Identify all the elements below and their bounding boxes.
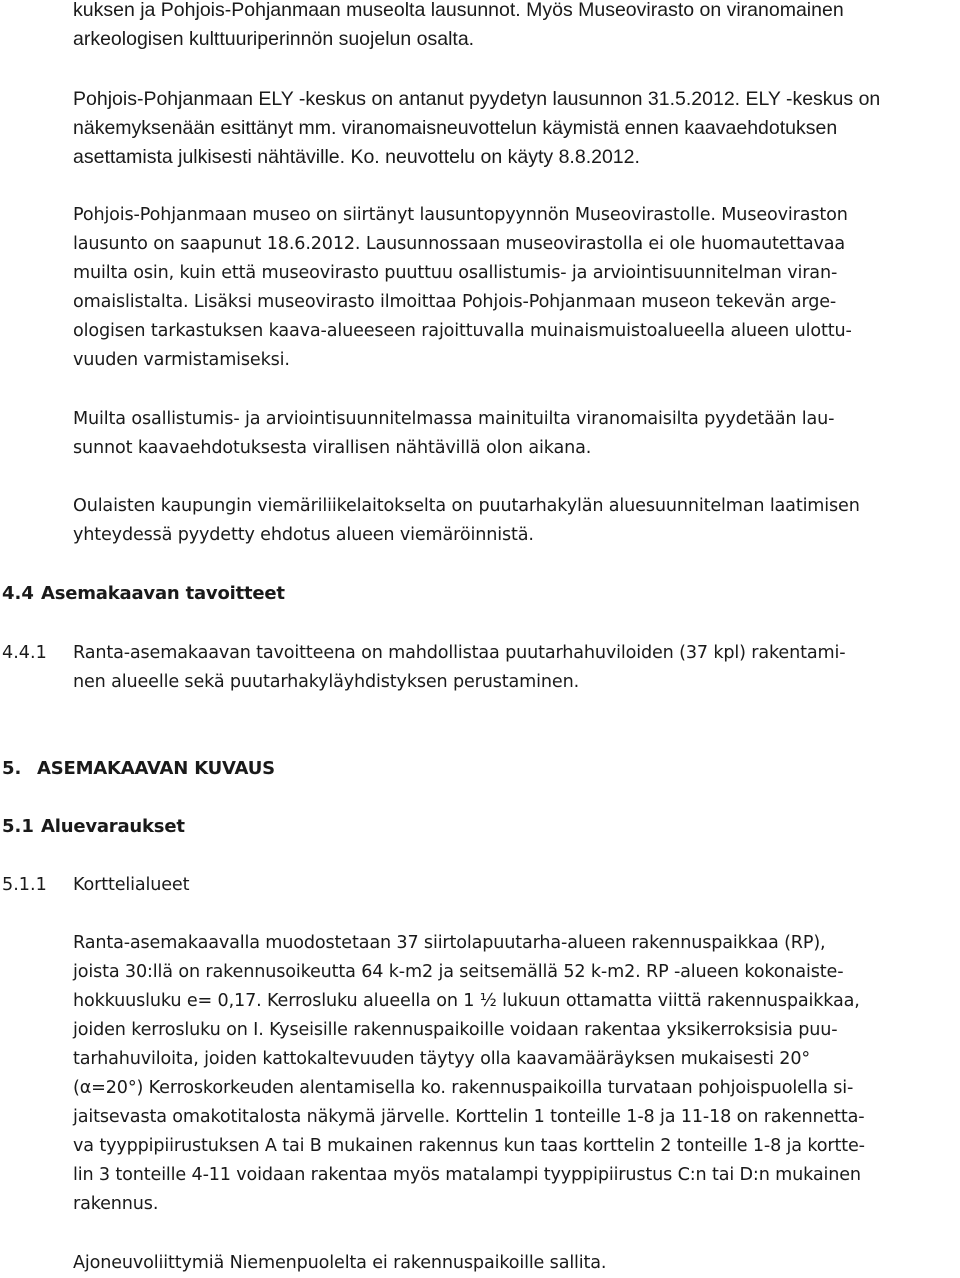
section-heading: ASEMAKAAVAN KUVAUS <box>37 758 275 779</box>
paragraph-line: rakennus. <box>73 1194 159 1214</box>
paragraph-line: tarhahuviloita, joiden kattokaltevuuden täytyy olla kaavamääräyksen mukaisesti 20° <box>73 1049 811 1069</box>
section-heading: Aluevaraukset <box>41 816 185 837</box>
paragraph-line: vuuden varmistamiseksi. <box>73 350 290 370</box>
paragraph-line: hokkuusluku e= 0,17. Kerrosluku alueella on 1 ½ lukuun ottamatta viittä rakennuspaikkaa, <box>73 991 860 1011</box>
paragraph-line: yhteydessä pyydetty ehdotus alueen viemäröinnistä. <box>73 525 534 545</box>
paragraph-line: muilta osin, kuin että museovirasto puuttuu osallistumis- ja arviointisuunnitelman viran- <box>73 263 838 283</box>
paragraph-line: Ranta-asemakaavalla muodostetaan 37 siirtolapuutarha-alueen rakennuspaikkaa (RP), <box>73 933 826 953</box>
section-number: 4.4.1 <box>2 643 47 663</box>
paragraph-line: lin 3 tonteille 4-11 voidaan rakentaa myös matalampi tyyppipiirustus C:n tai D:n mukainen <box>73 1165 861 1185</box>
paragraph-line: joista 30:llä on rakennusoikeutta 64 k-m2 ja seitsemällä 52 k-m2. RP -alueen kokonaiste- <box>73 962 844 982</box>
paragraph-line: Ranta-asemakaavan tavoitteena on mahdollistaa puutarhahuviloiden (37 kpl) rakentami- <box>73 643 846 663</box>
paragraph-line: jaitsevasta omakotitalosta näkymä järvelle. Korttelin 1 tonteille 1-8 ja 11-18 on rakennetta- <box>73 1107 865 1127</box>
paragraph-line: (α=20°) Kerroskorkeuden alentamisella ko. rakennuspaikoilla turvataan pohjoispuolella si- <box>73 1078 854 1098</box>
paragraph-line: Muilta osallistumis- ja arviointisuunnitelmassa mainituilta viranomaisilta pyydetään lau- <box>73 409 835 429</box>
paragraph-line: asettamista julkisesti nähtäville. Ko. neuvottelu on käyty 8.8.2012. <box>73 146 640 168</box>
paragraph-line: Pohjois-Pohjanmaan museo on siirtänyt lausuntopyynnön Museovirastolle. Museoviraston <box>73 205 848 225</box>
paragraph-line: näkemyksenään esittänyt mm. viranomaisneuvottelun käymistä ennen kaavaehdotuksen <box>73 117 838 139</box>
section-number: 5.1.1 <box>2 875 47 895</box>
paragraph-line: Oulaisten kaupungin viemäriliikelaitokselta on puutarhakylän aluesuunnitelman laatimisen <box>73 496 860 516</box>
paragraph-line: joiden kerrosluku on I. Kyseisille rakennuspaikoille voidaan rakentaa yksikerroksisia puu- <box>73 1020 838 1040</box>
paragraph-line: nen alueelle sekä puutarhakyläyhdistyksen perustaminen. <box>73 672 580 692</box>
section-number: 5. <box>2 758 22 779</box>
section-heading: Asemakaavan tavoitteet <box>41 583 285 604</box>
section-number: 4.4 <box>2 583 34 604</box>
paragraph-line: Ajoneuvoliittymiä Niemenpuolelta ei rakennuspaikoille sallita. <box>73 1253 607 1273</box>
paragraph-line: sunnot kaavaehdotuksesta virallisen nähtävillä olon aikana. <box>73 438 592 458</box>
paragraph-line: ologisen tarkastuksen kaava-alueeseen rajoittuvalla muinaismuistoalueella alueen ulottu- <box>73 321 852 341</box>
paragraph-line: omaislistalta. Lisäksi museovirasto ilmoittaa Pohjois-Pohjanmaan museon tekevän arge- <box>73 292 837 312</box>
paragraph-line: kuksen ja Pohjois-Pohjanmaan museolta lausunnot. Myös Museovirasto on viranomainen <box>73 0 844 21</box>
paragraph-line: lausunto on saapunut 18.6.2012. Lausunnossaan museovirastolla ei ole huomautettavaa <box>73 234 846 254</box>
paragraph-line: va tyyppipiirustuksen A tai B mukainen rakennus kun taas korttelin 2 tonteille 1-8 ja kortte- <box>73 1136 865 1156</box>
paragraph-line: arkeologisen kulttuuriperinnön suojelun osalta. <box>73 28 475 50</box>
section-number: 5.1 <box>2 816 34 837</box>
paragraph-line: Pohjois-Pohjanmaan ELY -keskus on antanut pyydetyn lausunnon 31.5.2012. ELY -keskus on <box>73 88 881 110</box>
section-heading: Korttelialueet <box>73 875 190 895</box>
